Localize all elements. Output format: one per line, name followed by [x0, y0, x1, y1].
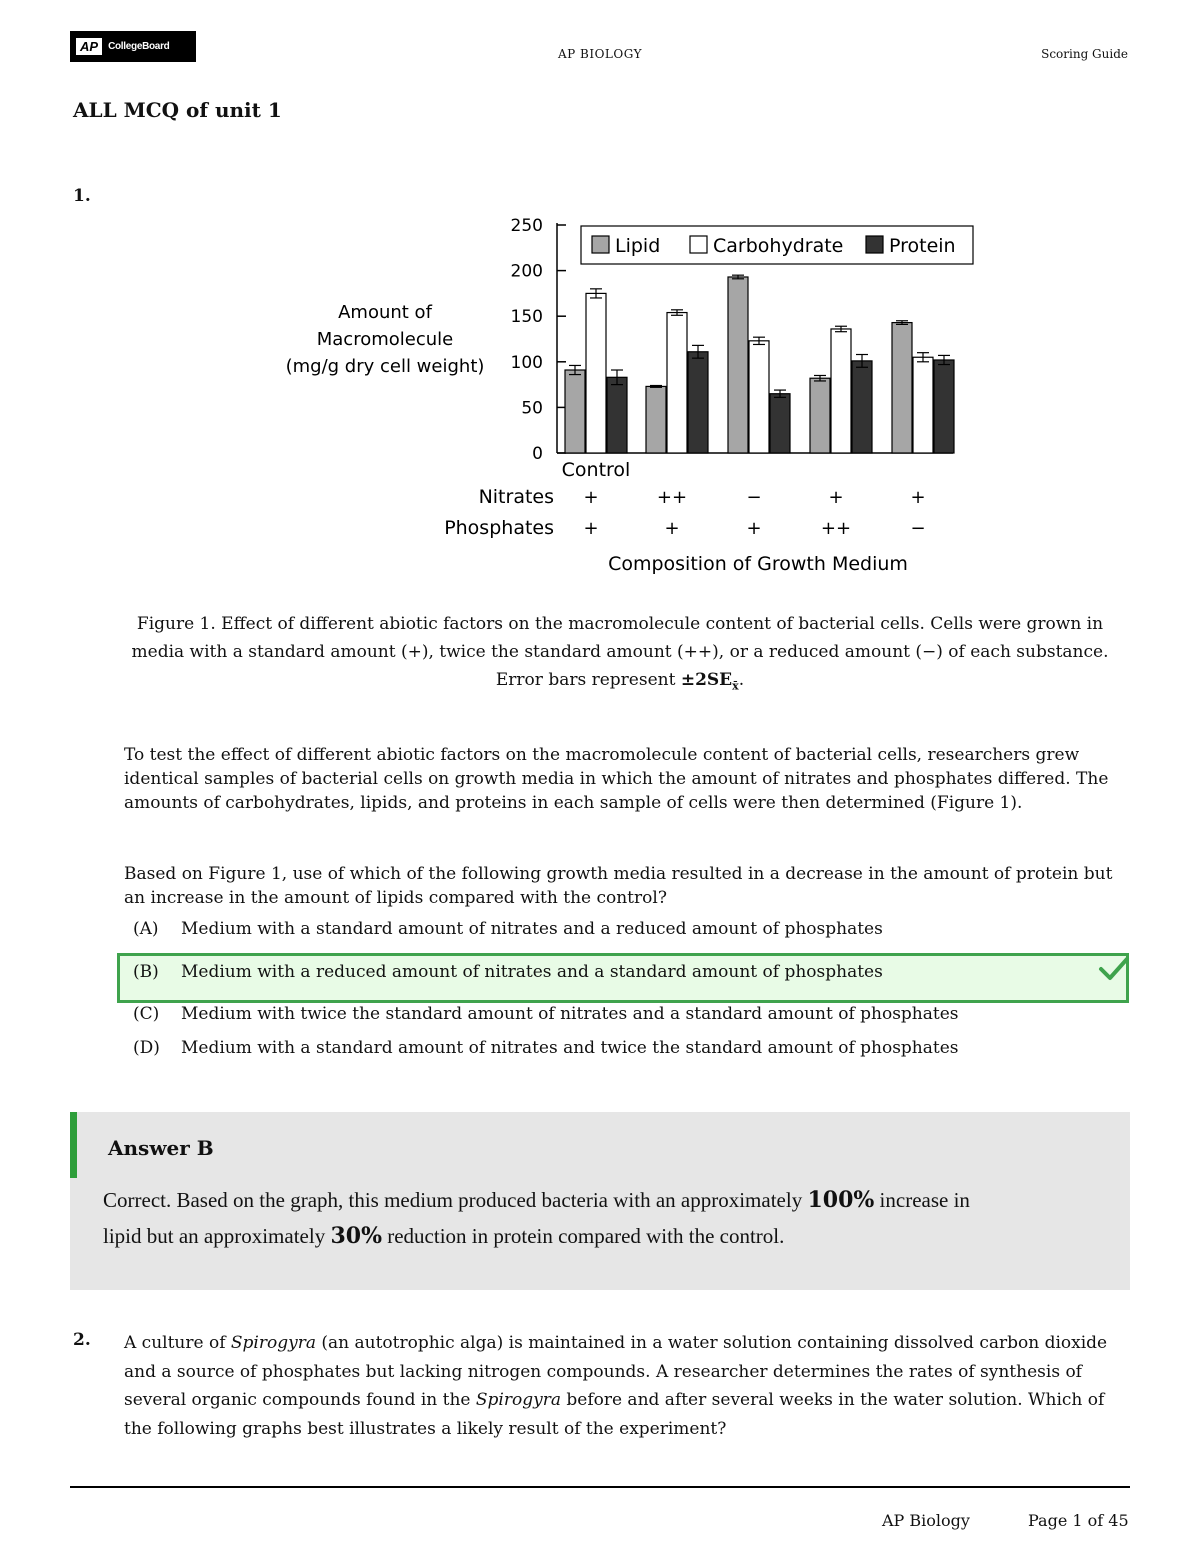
y-tick-label: 100	[510, 352, 543, 373]
q2-line: the following graphs best illustrates a likely result of the experiment?	[124, 1418, 727, 1439]
option-text: Medium with a standard amount of nitrates and twice the standard amount of phosphates	[181, 1038, 959, 1058]
bar-lipid	[728, 277, 748, 453]
header-scoring-guide: Scoring Guide	[1041, 47, 1128, 61]
y-tick-label: 50	[521, 398, 543, 419]
bar-protein	[770, 394, 790, 453]
logo-ap-mark: AP	[76, 38, 102, 55]
legend-swatch	[592, 236, 609, 253]
q2-line	[124, 1386, 1124, 1415]
option-text: Medium with a standard amount of nitrates and a reduced amount of phosphates	[181, 919, 883, 939]
answer-line	[103, 1182, 1103, 1218]
q2-text: (an autotrophic alga) is maintained in a water solution containing dissolved carbon dioxide	[315, 1333, 1108, 1353]
legend-swatch	[690, 236, 707, 253]
question-2-number: 2.	[73, 1330, 91, 1350]
document-title: ALL MCQ of unit 1	[73, 98, 282, 122]
q2-organism: Spirogyra	[230, 1333, 316, 1353]
bar-carbohydrate	[749, 341, 769, 453]
x-axis-label: Composition of Growth Medium	[608, 553, 908, 575]
option-b[interactable]	[133, 962, 883, 982]
caption-line: Figure 1. Effect of different abiotic factors on the macromolecule content of bacterial cells. Cells were grown in	[136, 614, 1104, 634]
caption-line: media with a standard amount (+), twice the standard amount (++), or a reduced amount (−) of each substance.	[131, 642, 1109, 662]
intro-line: identical samples of bacterial cells on growth media in which the amount of nitrates and phosphates differed. The	[124, 769, 1109, 789]
checkmark-icon	[1098, 955, 1130, 983]
bar-lipid	[646, 386, 666, 453]
bar-carbohydrate	[831, 329, 851, 453]
q2-text: before and after several weeks in the water solution. Which of	[560, 1390, 1105, 1410]
figure-1-caption	[120, 610, 1120, 700]
stem-line: Based on Figure 1, use of which of the following growth media resulted in a decrease in the amount of protein but	[124, 864, 1113, 884]
logo-brand: CollegeBoard	[108, 41, 170, 52]
question-2-stem	[124, 1329, 1124, 1443]
option-d[interactable]	[133, 1038, 959, 1058]
q2-line: and a source of phosphates but lacking nitrogen compounds. A researcher determines the rates of synthesis of	[124, 1361, 1082, 1382]
answer-percent: 100%	[807, 1187, 875, 1213]
q2-text: several organic compounds found in the	[124, 1390, 476, 1410]
y-axis-label: Macromolecule	[316, 329, 454, 350]
y-tick-label: 150	[510, 307, 543, 328]
bar-protein	[934, 360, 954, 453]
y-axis-label: Amount of	[338, 302, 432, 323]
option-letter: (C)	[133, 1004, 160, 1024]
legend-swatch	[866, 236, 883, 253]
intro-line: To test the effect of different abiotic factors on the macromolecule content of bacterial cells, researchers grew	[124, 745, 1080, 765]
bar-protein	[852, 361, 872, 453]
y-axis-label: (mg/g dry cell weight)	[285, 356, 485, 377]
phosphate-level: +	[664, 518, 680, 539]
q2-text: A culture of	[124, 1333, 231, 1353]
bar-carbohydrate	[667, 313, 687, 453]
option-a[interactable]	[133, 919, 883, 939]
question-1-intro	[124, 743, 1124, 815]
y-tick-label: 0	[532, 444, 543, 464]
answer-explanation	[103, 1182, 1103, 1254]
answer-line	[103, 1218, 1103, 1254]
bar-protein	[688, 352, 708, 453]
nitrate-level: +	[583, 487, 599, 508]
legend-label: Carbohydrate	[713, 235, 844, 257]
q2-organism: Spirogyra	[475, 1390, 561, 1410]
option-text: Medium with twice the standard amount of nitrates and a standard amount of phosphates	[181, 1004, 959, 1024]
bar-protein	[607, 377, 627, 453]
caption-text: Error bars represent	[495, 670, 681, 690]
option-letter: (B)	[133, 962, 159, 982]
nitrate-level: +	[910, 487, 926, 508]
footer-rule	[70, 1486, 1130, 1488]
bar-lipid	[565, 370, 585, 453]
nitrate-level: −	[746, 487, 762, 508]
phosphate-level: +	[583, 518, 599, 539]
legend-label: Lipid	[615, 235, 661, 257]
option-text: Medium with a reduced amount of nitrates and a standard amount of phosphates	[181, 962, 883, 982]
answer-text-part: Correct. Based on the graph, this medium produced bacteria with an approximately	[103, 1188, 808, 1212]
bar-lipid	[892, 323, 912, 453]
y-tick-label: 200	[510, 261, 543, 282]
row-label-phosphates: Phosphates	[444, 517, 554, 539]
nitrate-level: ++	[656, 487, 688, 508]
caption-text: .	[738, 670, 745, 690]
footer-course: AP Biology	[882, 1511, 970, 1530]
question-1-stem	[124, 862, 1124, 910]
option-c[interactable]	[133, 1004, 959, 1024]
figure-1-chart	[270, 205, 990, 585]
header-course: AP BIOLOGY	[557, 47, 643, 61]
option-letter: (D)	[133, 1038, 160, 1058]
answer-accent-bar	[70, 1112, 77, 1178]
footer-page-number: Page 1 of 45	[1028, 1511, 1129, 1530]
error-bar-symbol: ±2SE	[680, 670, 733, 690]
intro-line: amounts of carbohydrates, lipids, and proteins in each sample of cells were then determined (Figure 1).	[124, 793, 1023, 813]
answer-title: Answer B	[108, 1136, 214, 1160]
answer-percent: 30%	[330, 1223, 382, 1249]
option-letter: (A)	[133, 919, 159, 939]
legend-label: Protein	[889, 235, 956, 257]
answer-text-part: reduction in protein compared with the control.	[381, 1224, 785, 1248]
error-bar-subscript: x̄	[732, 679, 739, 693]
bar-carbohydrate	[586, 293, 606, 453]
control-label: Control	[561, 459, 631, 481]
phosphate-level: ++	[820, 518, 852, 539]
q2-line	[124, 1329, 1124, 1358]
bar-lipid	[810, 378, 830, 453]
question-1-number: 1.	[73, 186, 91, 206]
bar-carbohydrate	[913, 357, 933, 453]
answer-text-part: lipid but an approximately	[103, 1224, 331, 1248]
phosphate-level: −	[910, 518, 926, 539]
row-label-nitrates: Nitrates	[478, 486, 554, 508]
phosphate-level: +	[746, 518, 762, 539]
nitrate-level: +	[828, 487, 844, 508]
answer-text-part: increase in	[874, 1188, 970, 1212]
y-tick-label: 250	[510, 216, 543, 236]
caption-line	[120, 666, 1120, 700]
stem-line: an increase in the amount of lipids compared with the control?	[124, 888, 667, 908]
